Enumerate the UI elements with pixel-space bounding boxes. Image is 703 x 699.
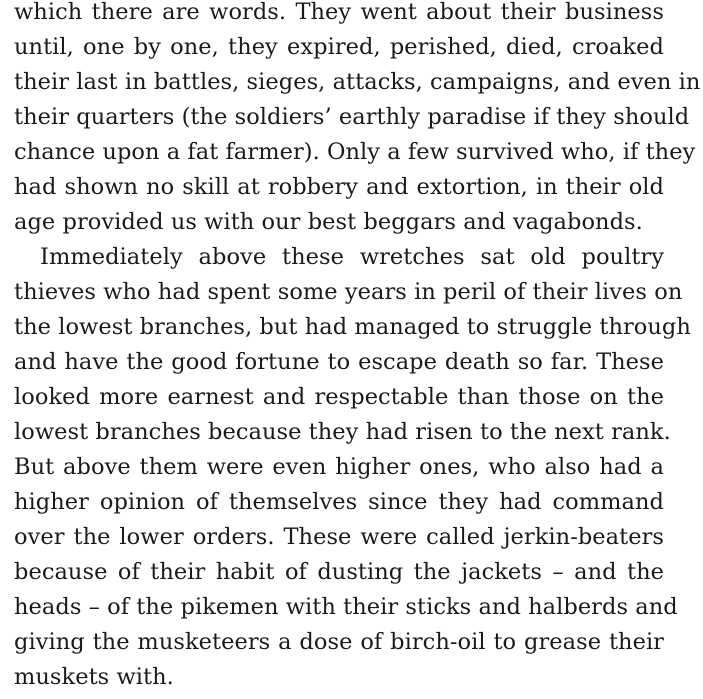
paragraph-1: [14, 0, 701, 240]
text-line: over the lower orders. These were called jerkin-beaters: [14, 524, 664, 550]
text-line: their last in battles, sieges, attacks, campaigns, and even in: [14, 69, 701, 95]
text-line: looked more earnest and respectable than those on the: [14, 384, 664, 410]
book-page-text: [14, 0, 701, 695]
text-line: higher opinion of themselves since they had command: [14, 489, 664, 515]
text-line: But above them were even higher ones, who also had a: [14, 454, 664, 480]
text-line: chance upon a fat farmer). Only a few survived who, if they: [14, 139, 696, 165]
text-line: had shown no skill at robbery and extortion, in their old: [14, 174, 664, 200]
text-line: Immediately above these wretches sat old poultry: [40, 244, 664, 270]
text-line: giving the musketeers a dose of birch-oil to grease their: [14, 629, 664, 655]
text-line: lowest branches because they had risen to the next rank.: [14, 419, 671, 445]
text-line: muskets with.: [14, 664, 174, 690]
text-line: the lowest branches, but had managed to struggle through: [14, 314, 691, 340]
text-line: until, one by one, they expired, perished, died, croaked: [14, 34, 664, 60]
text-line: which there are words. They went about their business: [14, 0, 664, 25]
text-line: heads – of the pikemen with their sticks and halberds and: [14, 594, 678, 620]
text-line: age provided us with our best beggars and vagabonds.: [14, 209, 643, 235]
paragraph-2: [14, 240, 691, 695]
text-line: and have the good fortune to escape death so far. These: [14, 349, 664, 375]
text-line: thieves who had spent some years in peril of their lives on: [14, 279, 683, 305]
text-line: their quarters (the soldiers’ earthly paradise if they should: [14, 104, 690, 130]
text-line: because of their habit of dusting the jackets – and the: [14, 559, 664, 585]
